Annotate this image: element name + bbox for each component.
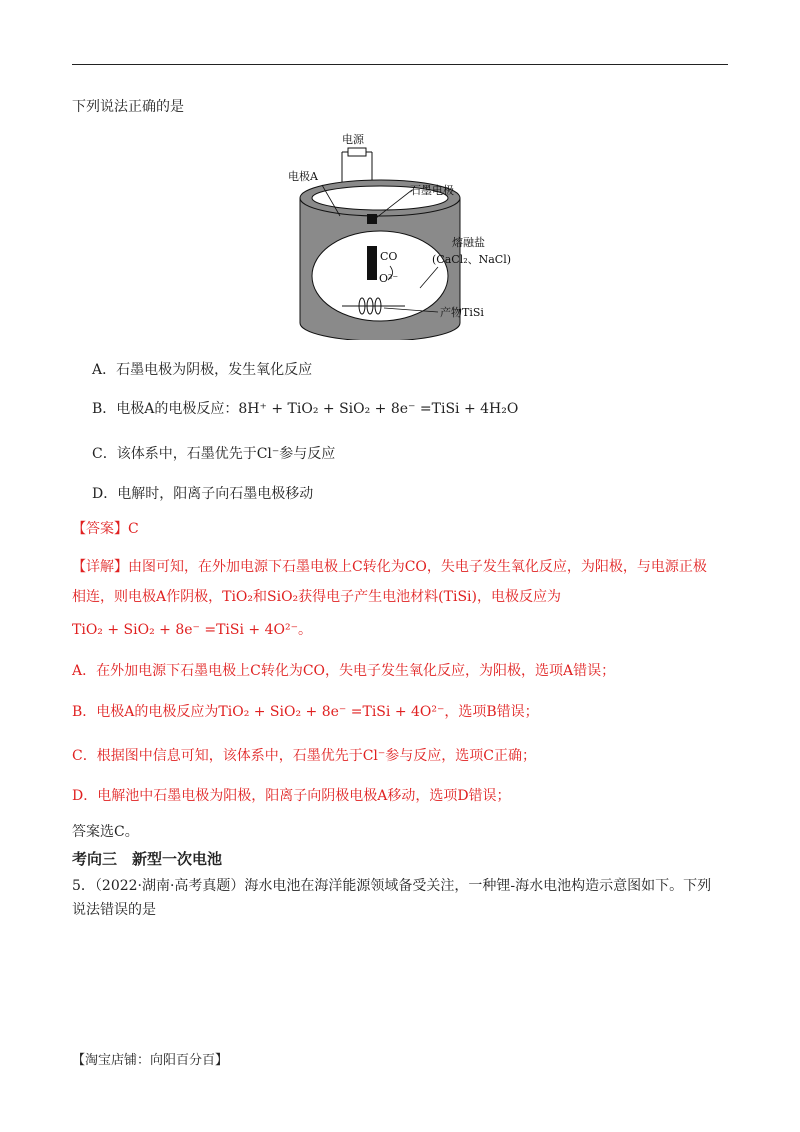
detail-option-c: C．根据图中信息可知，该体系中，石墨优先于Cl⁻参与反应，选项C正确； bbox=[72, 748, 537, 764]
question5-line-1: 5．（2022·湖南·高考真题）海水电池在海洋能源领域备受关注，一种锂-海水电池构造示意图如下。下列 bbox=[72, 878, 712, 894]
co-label: CO bbox=[380, 250, 398, 263]
answer-label: 【答案】C bbox=[72, 521, 139, 537]
option-b: B．电极A的电极反应：8H⁺ + TiO₂ + SiO₂ + 8e⁻ =TiSi + 4H₂O bbox=[92, 401, 519, 417]
molten-salt-label: 熔融盐 bbox=[452, 236, 485, 249]
conclusion-text: 答案选C。 bbox=[72, 824, 139, 840]
power-label: 电源 bbox=[342, 133, 364, 146]
intro-text: 下列说法正确的是 bbox=[72, 99, 184, 115]
option-a: A．石墨电极为阴极，发生氧化反应 bbox=[92, 362, 313, 378]
option-c: C．该体系中，石墨优先于Cl⁻参与反应 bbox=[92, 446, 336, 462]
power-source-icon bbox=[348, 148, 366, 156]
o2-label: O²⁻ bbox=[379, 272, 399, 285]
electrolysis-diagram bbox=[280, 128, 520, 340]
question5-line-2: 说法错误的是 bbox=[72, 902, 156, 918]
detail-option-b: B．电极A的电极反应为TiO₂ + SiO₂ + 8e⁻ =TiSi + 4O²⁻，选项B错误； bbox=[72, 704, 539, 720]
header-rule bbox=[72, 64, 728, 65]
option-d: D．电解时，阳离子向石墨电极移动 bbox=[92, 486, 314, 502]
footer-shop-label: 【淘宝店铺：向阳百分百】 bbox=[72, 1053, 229, 1068]
detail-line-1: 【详解】由图可知，在外加电源下石墨电极上C转化为CO，失电子发生氧化反应，为阳极，与电源正极 bbox=[72, 559, 707, 575]
product-label: 产物TiSi bbox=[440, 306, 484, 319]
graphite-electrode-rod bbox=[367, 246, 377, 280]
salt-formula-label: (CaCl₂、NaCl) bbox=[432, 253, 512, 266]
graphite-electrode-top bbox=[367, 214, 377, 224]
graphite-label: 石墨电极 bbox=[410, 184, 454, 197]
section-heading: 考向三 新型一次电池 bbox=[72, 850, 223, 868]
detail-line-2: 相连，则电极A作阴极，TiO₂和SiO₂获得电子产生电池材料(TiSi)，电极反应为 bbox=[72, 589, 561, 605]
electrode-a-label: 电极A bbox=[288, 170, 318, 183]
detail-equation: TiO₂ + SiO₂ + 8e⁻ =TiSi + 4O²⁻。 bbox=[72, 622, 312, 638]
detail-option-d: D．电解池中石墨电极为阳极，阳离子向阴极电极A移动，选项D错误； bbox=[72, 788, 511, 804]
detail-option-a: A．在外加电源下石墨电极上C转化为CO，失电子发生氧化反应，为阳极，选项A错误； bbox=[72, 663, 616, 679]
